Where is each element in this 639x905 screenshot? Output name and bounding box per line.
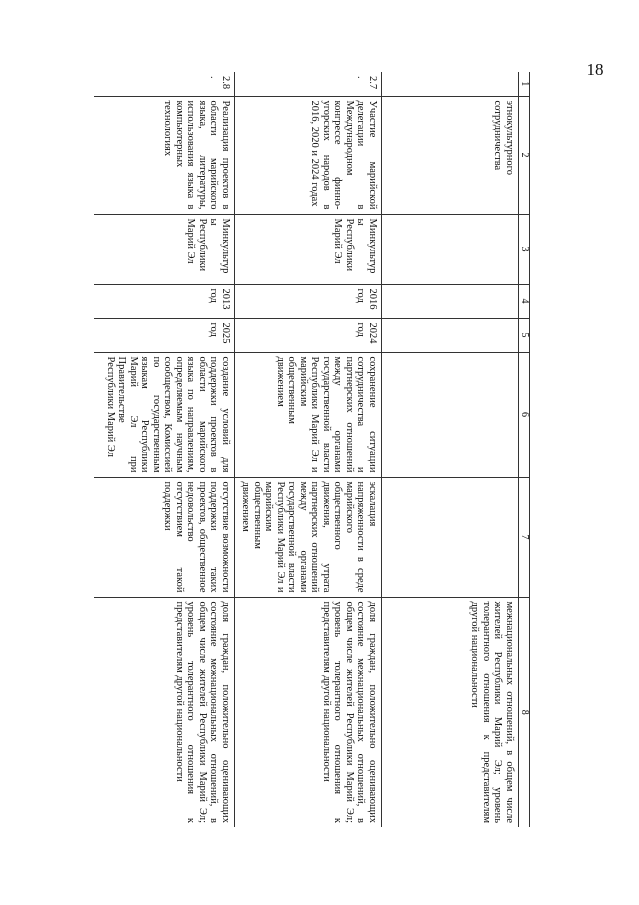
measure-cell: Реализация проектов в области марийского языка, литературы, использования языка в компьютерных технологиях	[94, 96, 235, 214]
landscape-page-content	[105, 72, 530, 827]
start-cell: 2013 год	[94, 284, 235, 318]
indicator-cell: доля граждан, положительно оценивающих состояние межнациональных отношений, в общем числе жителей Республики Марий Эл; уровень толерантного отношения к представителям другой национальности	[94, 597, 235, 827]
indicator-cell: доля граждан, положительно оценивающих состояние межнациональных отношений, в общем числе жителей Республики Марий Эл; уровень толерантного отношения к представителям другой национальности	[235, 597, 382, 827]
consequences-cell: отсутствие возможности поддержки таких проектов, общественное недовольство отсутствием такой поддержки	[94, 477, 235, 597]
executor-cell	[382, 214, 519, 284]
end-cell	[382, 318, 519, 352]
table-row	[235, 72, 382, 827]
start-cell: 2016 год	[235, 284, 382, 318]
end-cell: 2024 год	[235, 318, 382, 352]
executor-cell: Минкультуры Республики Марий Эл	[235, 214, 382, 284]
row-number-cell	[382, 72, 519, 96]
measure-cell: этнокультурного сотрудничества	[382, 96, 519, 214]
consequences-cell: эскалация напряженности в среде марийского общественного движения, утрата партнерских отношений между органами государственной власти Республики Марий Эл и марийским общественным движением	[235, 477, 382, 597]
header-cell: 6	[519, 352, 530, 477]
header-cell: 3	[519, 214, 530, 284]
row-number-cell: 2.8.	[94, 72, 235, 96]
table-row	[382, 72, 519, 827]
indicator-cell: межнациональных отношений, в общем числе жителей Республики Марий Эл; уровень толерантного отношения к представителям другой национальности	[382, 597, 519, 827]
result-cell: сохранение ситуации сотрудничества и партнерских отношений между органами государственной власти Республики Марий Эл и марийским общественным движением	[235, 352, 382, 477]
header-cell: 8	[519, 597, 530, 827]
end-cell: 2025 год	[94, 318, 235, 352]
executor-cell: Минкультуры Республики Марий Эл	[94, 214, 235, 284]
table-row	[94, 72, 235, 827]
header-cell: 4	[519, 284, 530, 318]
row-number-cell: 2.7.	[235, 72, 382, 96]
header-cell: 2	[519, 96, 530, 214]
header-cell: 1	[519, 72, 530, 96]
consequences-cell	[382, 477, 519, 597]
page-number: 18	[586, 60, 604, 79]
result-cell: создание условий для поддержки проектов в области марийского языка по направлениям, определяемым научным сообществом, Комиссией по государственным языкам Республики Марий Эл при Правительстве Республики Марий Эл	[94, 352, 235, 477]
result-cell	[382, 352, 519, 477]
measure-cell: Участие марийской делегации в Международном конгрессе финно-угорских народов в 2016, 2020 и 2024 годах	[235, 96, 382, 214]
rotated-table-container	[105, 72, 530, 827]
header-cell: 5	[519, 318, 530, 352]
table-header-row	[519, 72, 530, 827]
activities-table	[94, 72, 530, 827]
header-cell: 7	[519, 477, 530, 597]
start-cell	[382, 284, 519, 318]
